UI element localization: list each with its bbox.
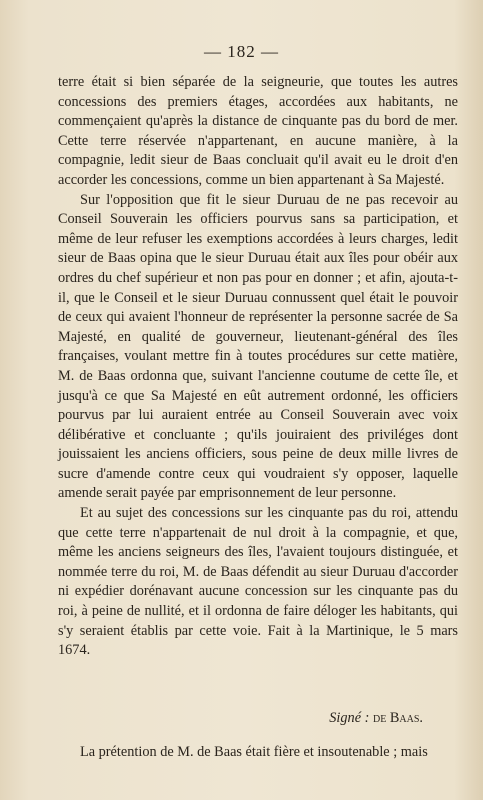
signature (329, 710, 423, 727)
paragraph: Sur l'opposition que fit le sieur Duruau de ne pas recevoir au Conseil Souverain les officiers pourvus sans sa participation, et même de leur refuser les exemptions accordées à leurs charges, ledit sieur de Baas opina que le sieur Duruau était aux îles pour obéir aux ordres du chef supérieur et non pas pour en donner ; et afin, ajouta-t-il, que le Conseil et le sieur Duruau connussent quel était le pouvoir de ceux qui avaient l'honneur de représenter la personne sacrée de Sa Majesté, en qualité de gouverneur, lieutenant-général des îles françaises, voulant mettre fin à toutes procédures sur cette matière, M. de Baas ordonna que, suivant l'ancienne coutume de cette île, et jusqu'à ce que Sa Majesté en eût autrement ordonné, les officiers pourvus par lui auraient entrée au Conseil Souverain avec voix délibérative et concluante ; qu'ils jouiraient des priviléges dont jouissaient les anciens officiers, sous peine de deux mille livres de sucre d'amende contre ceux qui voudraient s'y opposer, laquelle amende serait payée par emprisonnement de leur personne. (58, 191, 458, 502)
signature-name: de Baas. (372, 710, 423, 726)
body-text (58, 73, 458, 661)
paragraph: terre était si bien séparée de la seigneurie, que toutes les autres concessions des premiers étages, accordées aux habitants, ne commençaient qu'après la distance de cinquante pas du bord de mer. Cette terre réservée n'appartenant, en aucune manière, à la compagnie, ledit sieur de Baas concluait qu'il avait eu le droit d'en accorder les concessions, comme un bien appartenant à Sa Majesté. (58, 74, 458, 188)
signature-label: Signé : (329, 710, 370, 726)
page-number: — 182 — (204, 42, 279, 61)
paragraph: La prétention de M. de Baas était fière et insoutenable ; mais (80, 744, 428, 760)
paragraph: Et au sujet des concessions sur les cinquante pas du roi, attendu que cette terre n'appartenait de nul droit à la compagnie, et que, même les anciens seigneurs des îles, l'avaient toujours distinguée, et nommée terre du roi, M. de Baas défendit au sieur Duruau d'accorder ni expédier dorénavant aucune concession sur les cinquante pas du roi, à peine de nullité, et il ordonna de faire déloger les habitants, qui s'y seraient établis par cette voie. Fait à la Martinique, le 5 mars 1674. (58, 505, 458, 659)
